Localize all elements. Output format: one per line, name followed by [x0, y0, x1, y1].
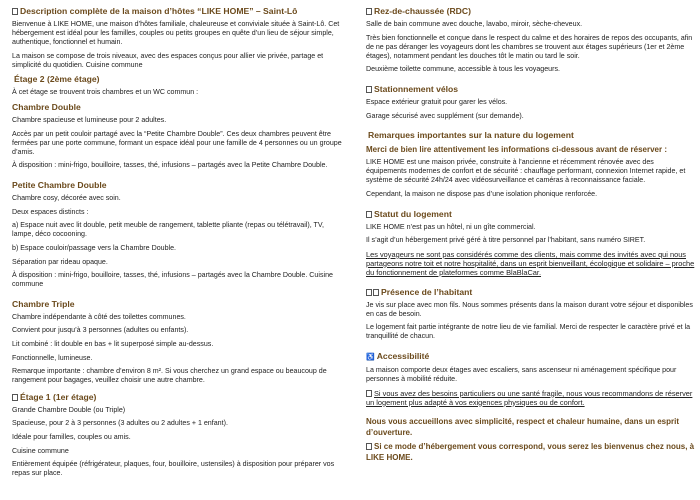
box-icon: [12, 394, 18, 401]
chambre-triple-p4: Fonctionnelle, lumineuse.: [12, 353, 93, 362]
intro-paragraph-1: Bienvenue à LIKE HOME, une maison d’hôtes familiale, chaleureuse et conviviale située à Saint-Lô. Cet hébergement est idéal pour les familles, couples ou petits groupes en quête d’un lieu de séjour simple, authentique, fonctionnel et humain.: [12, 20, 340, 47]
etage1-p1: Grande Chambre Double (ou Triple): [12, 405, 126, 414]
accessibilite-heading: ♿ Accessibilité: [366, 350, 430, 361]
box-icon: [12, 8, 18, 15]
chambre-double-p2: Accès par un petit couloir partagé avec la “Petite Chambre Double”. Ces deux chambres peuvent être fermées par une porte commune, formant un espace idéal pour une famille de 4 personnes ou un groupe d’amis.: [12, 129, 342, 156]
box-icon: [366, 289, 372, 296]
presence-heading: Présence de l’habitant: [366, 287, 696, 298]
chambre-triple-p1: Chambre indépendante à côté des toilettes communes.: [12, 312, 186, 321]
velos-p2: Garage sécurisé avec supplément (sur demande).: [366, 111, 524, 120]
remarques-p2: Cependant, la maison ne dispose pas d’une isolation phonique renforcée.: [366, 189, 598, 198]
final-paragraph: Si ce mode d’hébergement vous correspond, vous serez les bienvenus chez nous, à LIKE HOME.: [366, 442, 695, 463]
statut-p3: Les voyageurs ne sont pas considérés comme des clients, mais comme des invités avec qui nous partageons notre toit et notre hospitalité, dans un esprit bienveillant, écologique et solidaire – proche du fonctionnement de plateformes comme BlaBlaCar.: [366, 249, 695, 277]
velos-p1: Espace extérieur gratuit pour garer les vélos.: [366, 97, 508, 106]
etage1-p2: Spacieuse, pour 2 à 3 personnes (3 adultes ou 2 adultes + 1 enfant).: [12, 419, 228, 428]
chambre-double-heading: Chambre Double: [12, 102, 81, 113]
presence-p1: Je vis sur place avec mon fils. Nous sommes présents dans la maison durant votre séjour et disponibles en cas de besoin.: [366, 300, 693, 318]
remarques-p1: LIKE HOME est une maison privée, construite à l’ancienne et récemment rénovée avec des équipements modernes de confort et de sécurité : chauffage performant, connexion Internet rapide, et système de sécurité 24h/24 avec vidéosurveillance et caméras à reconnaissance faciale.: [366, 158, 686, 185]
etage2-heading: Étage 2 (2ème étage): [14, 74, 100, 85]
final-heading: Nous vous accueillons avec simplicité, respect et chaleur humaine, dans un esprit d’ouverture.: [366, 417, 679, 438]
rdc-p3: Deuxième toilette commune, accessible à tous les voyageurs.: [366, 65, 560, 74]
remarques-heading: Remarques importantes sur la nature du logement: [368, 130, 574, 141]
chambre-triple-p5: Remarque importante : chambre d’environ 8 m². Si vous cherchez un grand espace ou beaucoup de rangement pour bagages, veuillez choisir une autre chambre.: [12, 367, 327, 385]
presence-p2: Le logement fait partie intégrante de notre lieu de vie familial. Merci de respecter le caractère privé et la tranquillité de chacun.: [366, 323, 691, 341]
velos-heading: Stationnement vélos: [366, 84, 696, 95]
rdc-p2: Très bien fonctionnelle et conçue dans le respect du calme et des horaires de repos des occupants, afin de ne pas déranger les voyageurs dont les chambres se trouvent aux étages supérieurs (1er et 2ème étages), notamment pendant les douches tôt le matin ou tard le soir.: [366, 33, 693, 60]
rdc-p1: Salle de bain commune avec douche, lavabo, miroir, sèche-cheveux.: [366, 20, 583, 28]
warning-icon: ♿: [366, 353, 375, 361]
petite-chambre-double-p3: a) Espace nuit avec lit double, petit meuble de rangement, tablette pliante (repas ou télétravail), TV, lampe, déco cocooning.: [12, 221, 324, 239]
petite-chambre-double-p6: À disposition : mini-frigo, bouilloire, tasses, thé, infusions – partagés avec la Chambre Double. Cuisine commune: [12, 271, 333, 289]
chambre-triple-p2: Convient pour jusqu’à 3 personnes (adultes ou enfants).: [12, 326, 189, 335]
chambre-double-p3: À disposition : mini-frigo, bouilloire, tasses, thé, infusions – partagés avec la Petite Chambre Double.: [12, 161, 328, 170]
chambre-triple-p3: Lit combiné : lit double en bas + lit superposé simple au-dessus.: [12, 339, 214, 348]
right-column: [366, 6, 696, 466]
etage2-description: À cet étage se trouvent trois chambres et un WC commun :: [12, 88, 199, 97]
petite-chambre-double-p4: b) Espace couloir/passage vers la Chambre Double.: [12, 243, 177, 252]
box-icon: [366, 8, 372, 15]
left-column: [12, 6, 342, 483]
box-icon: [366, 86, 372, 93]
accessibilite-p2: Si vous avez des besoins particuliers ou une santé fragile, nous vous recommandons de réserver un logement plus adapté à vos exigences physiques ou de confort.: [366, 388, 693, 407]
etage1-p3: Idéale pour familles, couples ou amis.: [12, 433, 131, 442]
petite-chambre-double-p1: Chambre cosy, décorée avec soin.: [12, 194, 121, 203]
remarques-subheading: Merci de bien lire attentivement les informations ci-dessous avant de réserver :: [366, 145, 667, 155]
box-icon: [366, 211, 372, 218]
statut-p1: LIKE HOME n’est pas un hôtel, ni un gîte commercial.: [366, 222, 536, 231]
petite-chambre-double-p2: Deux espaces distincts :: [12, 207, 89, 216]
etage1-heading: Étage 1 (1er étage): [12, 392, 342, 403]
statut-p2: Il s’agit d’un hébergement privé géré à titre personnel par l’habitant, sans numéro SIRET.: [366, 236, 646, 245]
petite-chambre-double-heading: Petite Chambre Double: [12, 180, 107, 191]
box-icon: [366, 390, 372, 397]
chambre-triple-heading: Chambre Triple: [12, 298, 75, 309]
etage1-p5: Entièrement équipée (réfrigérateur, plaques, four, bouilloire, ustensiles) à disposition pour préparer vos repas sur place.: [12, 460, 335, 478]
petite-chambre-double-p5: Séparation par rideau opaque.: [12, 257, 108, 266]
accessibilite-p1: La maison comporte deux étages avec escaliers, sans ascenseur ni aménagement spécifique pour personnes à mobilité réduite.: [366, 365, 677, 383]
etage1-p4: Cuisine commune: [12, 446, 69, 455]
intro-paragraph-2: La maison se compose de trois niveaux, avec des espaces conçus pour allier vie privée, partage et simplicité du quotidien. Cuisine commune: [12, 51, 324, 69]
statut-heading: Statut du logement: [366, 209, 696, 220]
rdc-heading: Rez-de-chaussée (RDC): [366, 6, 696, 17]
box-icon: [366, 443, 372, 450]
box-icon: [373, 289, 379, 296]
chambre-double-p1: Chambre spacieuse et lumineuse pour 2 adultes.: [12, 116, 167, 125]
doc-title: Description complète de la maison d’hôtes “LIKE HOME” – Saint-Lô: [12, 6, 342, 17]
